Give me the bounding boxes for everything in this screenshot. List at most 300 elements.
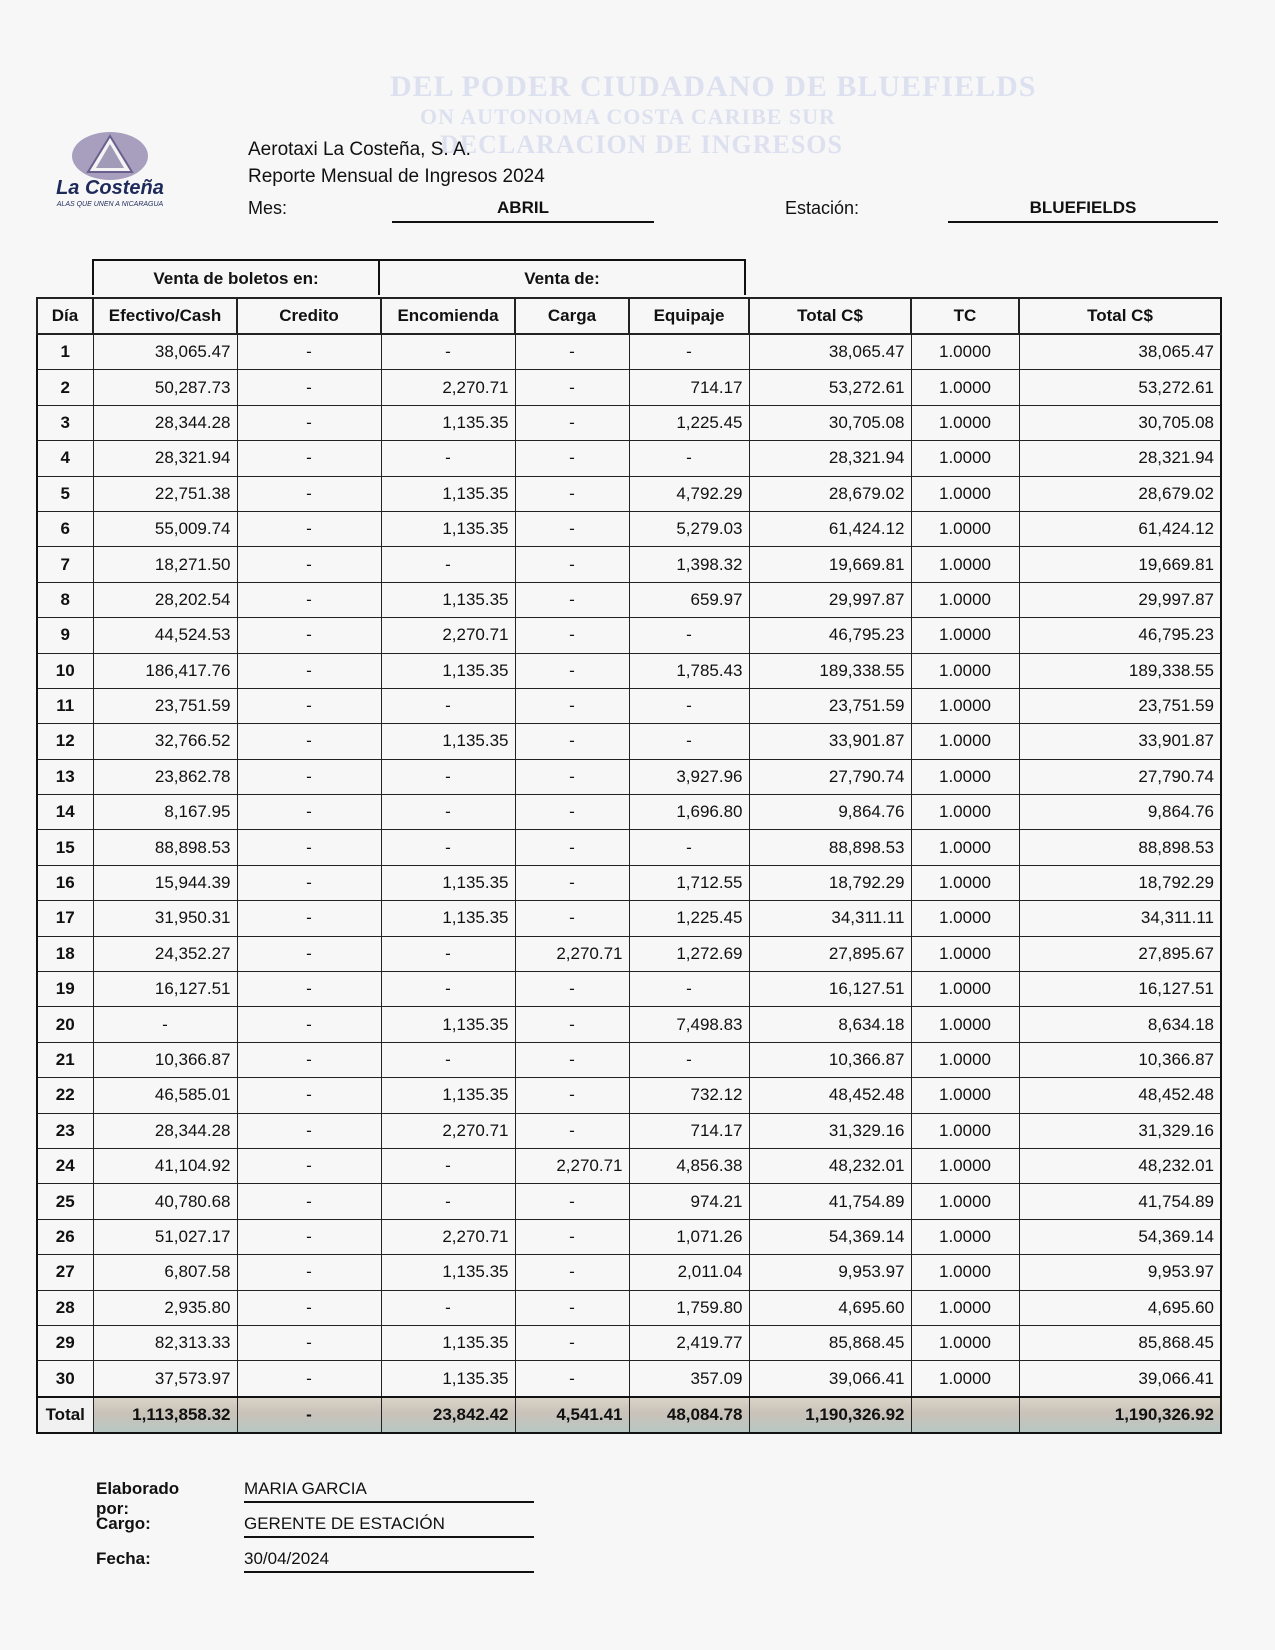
cell-total-cs: 34,311.11 xyxy=(749,901,911,936)
cell-efectivo: 41,104.92 xyxy=(93,1148,237,1183)
cell-credito: - xyxy=(237,582,381,617)
table-row xyxy=(37,724,1221,759)
table-row xyxy=(37,759,1221,794)
cell-encomienda: - xyxy=(381,547,515,582)
cell-carga: - xyxy=(515,901,629,936)
income-table xyxy=(36,297,1222,1434)
cell-equipaje: - xyxy=(629,618,749,653)
cell-encomienda: 1,135.35 xyxy=(381,724,515,759)
cell-total-cs: 10,366.87 xyxy=(749,1042,911,1077)
cell-equipaje: - xyxy=(629,688,749,723)
cell-encomienda: 1,135.35 xyxy=(381,1078,515,1113)
cell-dia: 6 xyxy=(37,511,93,546)
cell-dia: 28 xyxy=(37,1290,93,1325)
cell-equipaje: 1,071.26 xyxy=(629,1219,749,1254)
cell-equipaje: 4,792.29 xyxy=(629,476,749,511)
cell-credito: - xyxy=(237,1255,381,1290)
cell-encomienda: 1,135.35 xyxy=(381,1007,515,1042)
cell-tc: 1.0000 xyxy=(911,865,1019,900)
cell-dia: 22 xyxy=(37,1078,93,1113)
cell-total-cs-final: 85,868.45 xyxy=(1019,1325,1221,1360)
col-header-efectivo: Efectivo/Cash xyxy=(93,298,237,334)
cell-total-cs-final: 61,424.12 xyxy=(1019,511,1221,546)
cell-total-cs: 27,895.67 xyxy=(749,936,911,971)
cell-total-cs: 85,868.45 xyxy=(749,1325,911,1360)
cell-total-cs-final: 4,695.60 xyxy=(1019,1290,1221,1325)
col-header-dia: Día xyxy=(37,298,93,334)
cell-dia: 15 xyxy=(37,830,93,865)
table-row xyxy=(37,618,1221,653)
table-row xyxy=(37,1255,1221,1290)
cell-total-cs: 9,864.76 xyxy=(749,795,911,830)
cell-total-cs: 189,338.55 xyxy=(749,653,911,688)
total-total-cs: 1,190,326.92 xyxy=(749,1397,911,1433)
cell-total-cs-final: 18,792.29 xyxy=(1019,865,1221,900)
cell-efectivo: 10,366.87 xyxy=(93,1042,237,1077)
cell-total-cs: 28,679.02 xyxy=(749,476,911,511)
cell-encomienda: 1,135.35 xyxy=(381,1255,515,1290)
cell-encomienda: 2,270.71 xyxy=(381,1113,515,1148)
cell-encomienda: 1,135.35 xyxy=(381,865,515,900)
total-efectivo: 1,113,858.32 xyxy=(93,1397,237,1433)
cell-equipaje: 732.12 xyxy=(629,1078,749,1113)
estacion-value: BLUEFIELDS xyxy=(948,198,1218,223)
cell-tc: 1.0000 xyxy=(911,936,1019,971)
cell-total-cs: 4,695.60 xyxy=(749,1290,911,1325)
table-row xyxy=(37,334,1221,370)
cell-carga: - xyxy=(515,405,629,440)
cell-credito: - xyxy=(237,405,381,440)
cell-credito: - xyxy=(237,1148,381,1183)
cell-dia: 8 xyxy=(37,582,93,617)
column-header-row xyxy=(37,298,1221,334)
cell-dia: 21 xyxy=(37,1042,93,1077)
report-title: Reporte Mensual de Ingresos 2024 xyxy=(248,166,545,187)
cell-total-cs-final: 39,066.41 xyxy=(1019,1361,1221,1397)
cell-credito: - xyxy=(237,1219,381,1254)
cell-total-cs: 18,792.29 xyxy=(749,865,911,900)
cell-carga: - xyxy=(515,1325,629,1360)
cell-tc: 1.0000 xyxy=(911,547,1019,582)
cell-total-cs-final: 53,272.61 xyxy=(1019,370,1221,405)
cell-total-cs-final: 34,311.11 xyxy=(1019,901,1221,936)
cell-efectivo: 28,321.94 xyxy=(93,441,237,476)
cell-efectivo: 46,585.01 xyxy=(93,1078,237,1113)
cell-tc: 1.0000 xyxy=(911,688,1019,723)
cell-dia: 1 xyxy=(37,334,93,370)
cell-total-cs: 41,754.89 xyxy=(749,1184,911,1219)
cell-carga: 2,270.71 xyxy=(515,936,629,971)
cell-equipaje: - xyxy=(629,972,749,1007)
cell-credito: - xyxy=(237,1113,381,1148)
cell-encomienda: - xyxy=(381,334,515,370)
cell-tc: 1.0000 xyxy=(911,1113,1019,1148)
col-header-equipaje: Equipaje xyxy=(629,298,749,334)
cell-carga: - xyxy=(515,1042,629,1077)
table-row xyxy=(37,1113,1221,1148)
cell-tc: 1.0000 xyxy=(911,724,1019,759)
cell-equipaje: - xyxy=(629,441,749,476)
cell-tc: 1.0000 xyxy=(911,1325,1019,1360)
table-row xyxy=(37,901,1221,936)
cell-equipaje: 7,498.83 xyxy=(629,1007,749,1042)
cell-encomienda: 1,135.35 xyxy=(381,476,515,511)
cell-credito: - xyxy=(237,865,381,900)
cell-tc: 1.0000 xyxy=(911,1184,1019,1219)
cell-total-cs-final: 31,329.16 xyxy=(1019,1113,1221,1148)
cell-equipaje: 1,272.69 xyxy=(629,936,749,971)
cell-efectivo: 28,344.28 xyxy=(93,405,237,440)
cell-credito: - xyxy=(237,972,381,1007)
elaborado-label: Elaborado por: xyxy=(96,1479,180,1518)
cell-total-cs-final: 9,864.76 xyxy=(1019,795,1221,830)
table-row xyxy=(37,1007,1221,1042)
cell-total-cs-final: 38,065.47 xyxy=(1019,334,1221,370)
cell-dia: 16 xyxy=(37,865,93,900)
cell-tc: 1.0000 xyxy=(911,1219,1019,1254)
cell-total-cs-final: 41,754.89 xyxy=(1019,1184,1221,1219)
cell-equipaje: 714.17 xyxy=(629,370,749,405)
cell-tc: 1.0000 xyxy=(911,441,1019,476)
cell-dia: 9 xyxy=(37,618,93,653)
cell-credito: - xyxy=(237,1361,381,1397)
cell-efectivo: 40,780.68 xyxy=(93,1184,237,1219)
cell-efectivo: 28,344.28 xyxy=(93,1113,237,1148)
cell-total-cs: 19,669.81 xyxy=(749,547,911,582)
company-logo xyxy=(36,130,196,220)
cell-total-cs-final: 189,338.55 xyxy=(1019,653,1221,688)
cell-credito: - xyxy=(237,547,381,582)
cell-tc: 1.0000 xyxy=(911,759,1019,794)
cell-encomienda: - xyxy=(381,1042,515,1077)
cell-credito: - xyxy=(237,653,381,688)
cell-carga: - xyxy=(515,830,629,865)
cell-equipaje: 974.21 xyxy=(629,1184,749,1219)
total-carga: 4,541.41 xyxy=(515,1397,629,1433)
cell-carga: - xyxy=(515,1113,629,1148)
cell-dia: 19 xyxy=(37,972,93,1007)
cell-encomienda: 1,135.35 xyxy=(381,405,515,440)
cell-total-cs-final: 48,232.01 xyxy=(1019,1148,1221,1183)
cell-carga: - xyxy=(515,1007,629,1042)
table-row xyxy=(37,1219,1221,1254)
cell-efectivo: 2,935.80 xyxy=(93,1290,237,1325)
cell-total-cs-final: 30,705.08 xyxy=(1019,405,1221,440)
cell-total-cs: 53,272.61 xyxy=(749,370,911,405)
cell-equipaje: 357.09 xyxy=(629,1361,749,1397)
cell-tc: 1.0000 xyxy=(911,1290,1019,1325)
cell-dia: 12 xyxy=(37,724,93,759)
table-row xyxy=(37,405,1221,440)
cell-equipaje: 4,856.38 xyxy=(629,1148,749,1183)
cell-encomienda: - xyxy=(381,1184,515,1219)
cell-carga: - xyxy=(515,1219,629,1254)
table-body xyxy=(37,334,1221,1397)
cell-tc: 1.0000 xyxy=(911,1255,1019,1290)
cell-encomienda: 1,135.35 xyxy=(381,1361,515,1397)
cell-efectivo: 88,898.53 xyxy=(93,830,237,865)
cell-total-cs: 16,127.51 xyxy=(749,972,911,1007)
reverse-stamp-watermark: DEL PODER CIUDADANO DE BLUEFIELDS ON AUTONOMA COSTA CARIBE SUR DECLARACION DE INGRESOS xyxy=(390,70,1037,159)
table-row xyxy=(37,688,1221,723)
table-row xyxy=(37,1184,1221,1219)
cell-total-cs-final: 10,366.87 xyxy=(1019,1042,1221,1077)
total-label: Total xyxy=(37,1397,93,1433)
cell-encomienda: 2,270.71 xyxy=(381,618,515,653)
cell-efectivo: 28,202.54 xyxy=(93,582,237,617)
cell-total-cs-final: 29,997.87 xyxy=(1019,582,1221,617)
cell-total-cs-final: 46,795.23 xyxy=(1019,618,1221,653)
cell-equipaje: 714.17 xyxy=(629,1113,749,1148)
cell-credito: - xyxy=(237,759,381,794)
cell-total-cs-final: 9,953.97 xyxy=(1019,1255,1221,1290)
cell-credito: - xyxy=(237,1042,381,1077)
cell-carga: - xyxy=(515,1255,629,1290)
cell-encomienda: 2,270.71 xyxy=(381,1219,515,1254)
cell-tc: 1.0000 xyxy=(911,972,1019,1007)
cell-encomienda: - xyxy=(381,972,515,1007)
cell-credito: - xyxy=(237,688,381,723)
estacion-label: Estación: xyxy=(785,198,860,218)
cell-dia: 18 xyxy=(37,936,93,971)
cell-credito: - xyxy=(237,1007,381,1042)
cell-efectivo: 44,524.53 xyxy=(93,618,237,653)
cell-tc: 1.0000 xyxy=(911,405,1019,440)
cell-equipaje: - xyxy=(629,830,749,865)
table-row xyxy=(37,1078,1221,1113)
cell-dia: 30 xyxy=(37,1361,93,1397)
cell-total-cs: 8,634.18 xyxy=(749,1007,911,1042)
cell-efectivo: 37,573.97 xyxy=(93,1361,237,1397)
cell-credito: - xyxy=(237,830,381,865)
total-credito: - xyxy=(237,1397,381,1433)
cell-total-cs: 61,424.12 xyxy=(749,511,911,546)
cell-carga: - xyxy=(515,1361,629,1397)
cell-carga: - xyxy=(515,511,629,546)
cell-dia: 10 xyxy=(37,653,93,688)
total-row xyxy=(37,1397,1221,1433)
col-header-total-cs: Total C$ xyxy=(749,298,911,334)
cell-encomienda: - xyxy=(381,759,515,794)
cell-total-cs-final: 27,790.74 xyxy=(1019,759,1221,794)
col-header-carga: Carga xyxy=(515,298,629,334)
cargo-value: GERENTE DE ESTACIÓN xyxy=(244,1514,534,1538)
cell-efectivo: 22,751.38 xyxy=(93,476,237,511)
cell-encomienda: - xyxy=(381,1290,515,1325)
cell-tc: 1.0000 xyxy=(911,582,1019,617)
group-header-boletos: Venta de boletos en: xyxy=(92,259,380,295)
cell-encomienda: - xyxy=(381,441,515,476)
cell-total-cs-final: 28,321.94 xyxy=(1019,441,1221,476)
report-header xyxy=(248,136,545,190)
cell-efectivo: 82,313.33 xyxy=(93,1325,237,1360)
cell-carga: - xyxy=(515,582,629,617)
cell-encomienda: - xyxy=(381,688,515,723)
cell-credito: - xyxy=(237,334,381,370)
table-row xyxy=(37,1042,1221,1077)
cell-total-cs: 30,705.08 xyxy=(749,405,911,440)
cell-equipaje: 1,225.45 xyxy=(629,405,749,440)
cell-tc: 1.0000 xyxy=(911,334,1019,370)
cell-carga: - xyxy=(515,441,629,476)
cell-equipaje: 1,398.32 xyxy=(629,547,749,582)
cell-total-cs-final: 23,751.59 xyxy=(1019,688,1221,723)
cell-tc: 1.0000 xyxy=(911,1078,1019,1113)
cell-total-cs: 48,452.48 xyxy=(749,1078,911,1113)
group-header-venta: Venta de: xyxy=(378,259,746,295)
cell-credito: - xyxy=(237,370,381,405)
table-row xyxy=(37,476,1221,511)
cell-total-cs: 39,066.41 xyxy=(749,1361,911,1397)
cell-carga: - xyxy=(515,547,629,582)
cell-dia: 11 xyxy=(37,688,93,723)
table-row xyxy=(37,865,1221,900)
svg-text:La Costeña: La Costeña xyxy=(56,177,164,199)
cell-credito: - xyxy=(237,441,381,476)
cell-total-cs: 23,751.59 xyxy=(749,688,911,723)
cell-efectivo: 23,751.59 xyxy=(93,688,237,723)
cell-equipaje: 5,279.03 xyxy=(629,511,749,546)
cell-efectivo: 18,271.50 xyxy=(93,547,237,582)
cell-encomienda: 1,135.35 xyxy=(381,511,515,546)
cell-credito: - xyxy=(237,1078,381,1113)
cell-equipaje: 1,759.80 xyxy=(629,1290,749,1325)
cell-encomienda: 1,135.35 xyxy=(381,1325,515,1360)
cell-total-cs: 88,898.53 xyxy=(749,830,911,865)
cell-efectivo: 186,417.76 xyxy=(93,653,237,688)
cell-dia: 4 xyxy=(37,441,93,476)
cell-dia: 20 xyxy=(37,1007,93,1042)
cell-total-cs-final: 19,669.81 xyxy=(1019,547,1221,582)
col-header-tc: TC xyxy=(911,298,1019,334)
cell-encomienda: - xyxy=(381,795,515,830)
cell-carga: - xyxy=(515,1290,629,1325)
cell-tc: 1.0000 xyxy=(911,476,1019,511)
fecha-value: 30/04/2024 xyxy=(244,1549,534,1573)
cell-carga: - xyxy=(515,972,629,1007)
cell-equipaje: 1,225.45 xyxy=(629,901,749,936)
cell-dia: 26 xyxy=(37,1219,93,1254)
cell-encomienda: 1,135.35 xyxy=(381,901,515,936)
cell-encomienda: - xyxy=(381,936,515,971)
cell-total-cs: 27,790.74 xyxy=(749,759,911,794)
cell-efectivo: - xyxy=(93,1007,237,1042)
table-row xyxy=(37,653,1221,688)
table-row xyxy=(37,1325,1221,1360)
cell-efectivo: 32,766.52 xyxy=(93,724,237,759)
total-tc xyxy=(911,1397,1019,1433)
cell-total-cs: 29,997.87 xyxy=(749,582,911,617)
company-name: Aerotaxi La Costeña, S. A. xyxy=(248,139,471,160)
col-header-encomienda: Encomienda xyxy=(381,298,515,334)
cell-total-cs: 28,321.94 xyxy=(749,441,911,476)
cell-equipaje: 659.97 xyxy=(629,582,749,617)
cell-equipaje: 1,696.80 xyxy=(629,795,749,830)
cell-credito: - xyxy=(237,1290,381,1325)
cell-total-cs-final: 48,452.48 xyxy=(1019,1078,1221,1113)
cell-dia: 2 xyxy=(37,370,93,405)
cell-efectivo: 23,862.78 xyxy=(93,759,237,794)
col-header-total-cs-final: Total C$ xyxy=(1019,298,1221,334)
table-row xyxy=(37,547,1221,582)
cell-dia: 24 xyxy=(37,1148,93,1183)
cell-tc: 1.0000 xyxy=(911,1148,1019,1183)
table-row xyxy=(37,1148,1221,1183)
table-row xyxy=(37,795,1221,830)
cell-credito: - xyxy=(237,724,381,759)
cell-total-cs: 31,329.16 xyxy=(749,1113,911,1148)
cell-carga: - xyxy=(515,653,629,688)
cell-tc: 1.0000 xyxy=(911,1007,1019,1042)
cell-efectivo: 38,065.47 xyxy=(93,334,237,370)
col-header-credito: Credito xyxy=(237,298,381,334)
mes-label: Mes: xyxy=(248,198,288,218)
cell-equipaje: 1,712.55 xyxy=(629,865,749,900)
group-header-row xyxy=(36,259,1220,297)
cell-total-cs: 33,901.87 xyxy=(749,724,911,759)
cell-carga: - xyxy=(515,370,629,405)
cell-carga: - xyxy=(515,795,629,830)
table-row xyxy=(37,582,1221,617)
cell-encomienda: 1,135.35 xyxy=(381,653,515,688)
income-table-wrap xyxy=(36,259,1220,1434)
cell-total-cs-final: 33,901.87 xyxy=(1019,724,1221,759)
cell-dia: 13 xyxy=(37,759,93,794)
cell-credito: - xyxy=(237,936,381,971)
cell-equipaje: 2,419.77 xyxy=(629,1325,749,1360)
cell-encomienda: 2,270.71 xyxy=(381,370,515,405)
cell-total-cs-final: 88,898.53 xyxy=(1019,830,1221,865)
table-row xyxy=(37,370,1221,405)
cell-tc: 1.0000 xyxy=(911,1042,1019,1077)
cell-credito: - xyxy=(237,795,381,830)
cell-encomienda: 1,135.35 xyxy=(381,582,515,617)
cell-equipaje: 3,927.96 xyxy=(629,759,749,794)
cell-total-cs-final: 8,634.18 xyxy=(1019,1007,1221,1042)
cell-dia: 14 xyxy=(37,795,93,830)
cell-tc: 1.0000 xyxy=(911,653,1019,688)
cell-efectivo: 50,287.73 xyxy=(93,370,237,405)
table-row xyxy=(37,830,1221,865)
cell-dia: 27 xyxy=(37,1255,93,1290)
cell-carga: - xyxy=(515,618,629,653)
cell-efectivo: 31,950.31 xyxy=(93,901,237,936)
cell-efectivo: 16,127.51 xyxy=(93,972,237,1007)
cell-encomienda: - xyxy=(381,1148,515,1183)
cell-tc: 1.0000 xyxy=(911,511,1019,546)
cell-dia: 17 xyxy=(37,901,93,936)
cell-total-cs: 38,065.47 xyxy=(749,334,911,370)
total-encomienda: 23,842.42 xyxy=(381,1397,515,1433)
total-total-cs-final: 1,190,326.92 xyxy=(1019,1397,1221,1433)
cell-equipaje: - xyxy=(629,334,749,370)
cell-total-cs: 46,795.23 xyxy=(749,618,911,653)
cell-total-cs-final: 54,369.14 xyxy=(1019,1219,1221,1254)
cell-carga: - xyxy=(515,759,629,794)
fecha-label: Fecha: xyxy=(96,1549,151,1568)
cell-credito: - xyxy=(237,901,381,936)
cell-carga: - xyxy=(515,334,629,370)
cell-equipaje: 1,785.43 xyxy=(629,653,749,688)
cell-credito: - xyxy=(237,618,381,653)
mes-value: ABRIL xyxy=(392,198,654,223)
cell-carga: - xyxy=(515,476,629,511)
svg-text:ALAS QUE UNEN A NICARAGUA: ALAS QUE UNEN A NICARAGUA xyxy=(56,201,164,208)
cell-efectivo: 55,009.74 xyxy=(93,511,237,546)
table-row xyxy=(37,936,1221,971)
cell-tc: 1.0000 xyxy=(911,1361,1019,1397)
cell-efectivo: 6,807.58 xyxy=(93,1255,237,1290)
